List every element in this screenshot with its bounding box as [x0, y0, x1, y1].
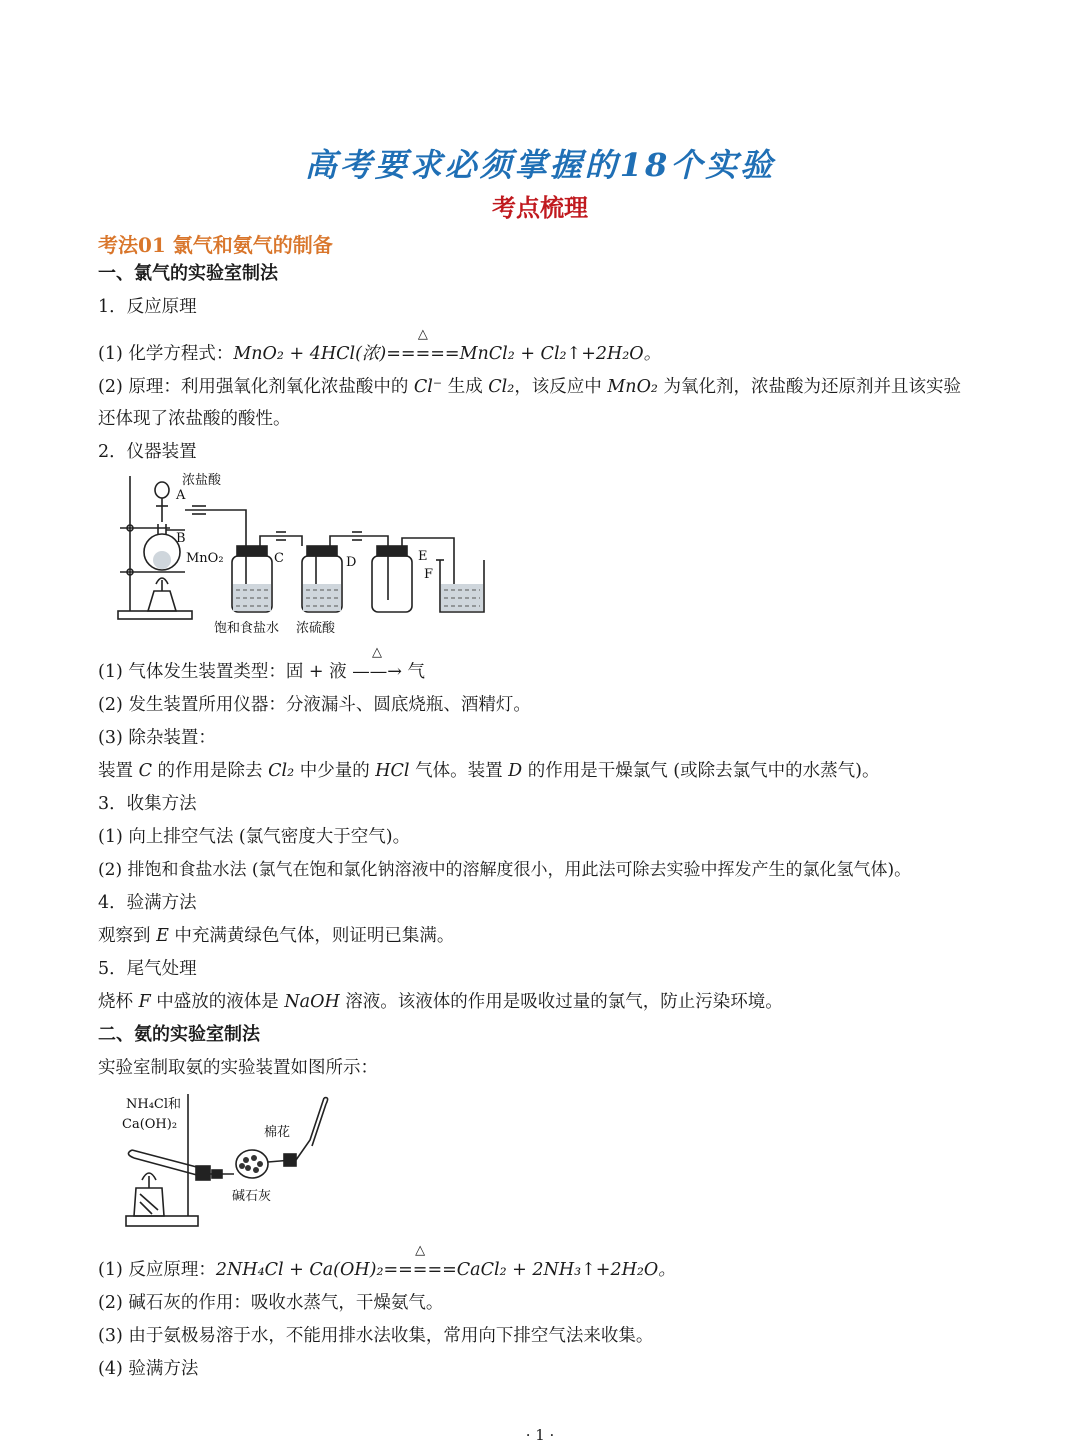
item-verify-full: 4．验满方法: [98, 893, 197, 913]
collection-method: (3) 由于氨极易溶于水，不能用排水法收集，常用向下排空气法来收集。: [98, 1326, 654, 1346]
formula: D: [508, 761, 523, 781]
document-subtitle: 考点梳理: [492, 193, 588, 222]
label-c: C: [274, 551, 284, 566]
formula: Cl₂: [268, 761, 295, 781]
formula: HCl: [375, 761, 410, 781]
arrow-text: =====: [386, 344, 460, 364]
purification-heading: (3) 除杂装置：: [98, 728, 216, 748]
formula: MnO₂: [607, 377, 658, 397]
label-nh4cl: NH₄Cl和: [126, 1097, 182, 1112]
text-run: 的作用是干燥氯气 (或除去氯气中的水蒸气)。: [522, 761, 880, 781]
formula: Cl⁻: [413, 377, 443, 397]
caption-conc-sulfuric: 浓硫酸: [296, 621, 336, 636]
heat-condition: △: [417, 327, 428, 342]
caption-saturated-brine: 饱和食盐水: [214, 621, 280, 636]
principle-text: [98, 375, 961, 399]
formula: E: [156, 926, 169, 946]
item-tail-gas: 5．尾气处理: [98, 959, 197, 979]
text-run: 中充满黄绿色气体，则证明已集满。: [168, 926, 455, 946]
label-b: B: [176, 531, 186, 546]
generator-instruments: (2) 发生装置所用仪器：分液漏斗、圆底烧瓶、酒精灯。: [98, 695, 531, 715]
chlorine-equation: [98, 327, 662, 366]
text-run: 为氧化剂，浓盐酸为还原剂并且该实验: [657, 377, 961, 397]
label-cotton: 棉花: [264, 1125, 291, 1140]
heat-arrow: [352, 645, 402, 684]
tail-gas-text: [98, 990, 783, 1014]
text-run: 装置: [98, 761, 139, 781]
text-run: 烧杯: [98, 992, 139, 1012]
text-run: 中盛放的液体是: [150, 992, 285, 1012]
text-run: (1) 气体发生装置类型：固 + 液: [98, 662, 353, 682]
item-reaction-principle: 1．反应原理: [98, 297, 197, 317]
section-heading: 考法01 氯气和氨气的制备: [98, 233, 333, 257]
ammonia-equation: [98, 1243, 676, 1282]
label-mno2: MnO₂: [186, 551, 224, 566]
arrow-text: =====: [383, 1260, 457, 1280]
text-run: 气: [401, 662, 425, 682]
soda-lime-role: (2) 碱石灰的作用：吸收水蒸气，干燥氨气。: [98, 1293, 444, 1313]
ammonia-intro: 实验室制取氨的实验装置如图所示：: [98, 1058, 378, 1078]
page-number: · 1 ·: [525, 1426, 555, 1444]
label-caoh2: Ca(OH)₂: [122, 1117, 178, 1132]
collection-1: (1) 向上排空气法 (氯气密度大于空气)。: [98, 827, 411, 847]
formula: Cl₂: [488, 377, 515, 397]
arrow-text: ——→: [352, 662, 402, 682]
text-run: 溶液。该液体的作用是吸收过量的氯气，防止污染环境。: [339, 992, 783, 1012]
document-title: 高考要求必须掌握的18个实验: [304, 146, 776, 184]
text-run: (2) 原理：利用强氧化剂氧化浓盐酸中的: [98, 377, 414, 397]
text-run: 气体。装置: [409, 761, 509, 781]
label-concentrated-hcl: 浓盐酸: [182, 473, 222, 488]
label-f: F: [424, 567, 434, 582]
equation-right: MnCl₂ + Cl₂↑+2H₂O。: [459, 344, 662, 364]
heat-condition: △: [372, 645, 383, 660]
text-run: 的作用是除去: [151, 761, 269, 781]
verify-method: (4) 验满方法: [98, 1359, 199, 1379]
label-e: E: [418, 549, 428, 564]
chlorine-apparatus-figure: [110, 466, 500, 644]
text-run: ，该反应中: [514, 377, 608, 397]
equation-arrow: [386, 327, 460, 366]
equation-right: CaCl₂ + 2NH₃↑+2H₂O。: [456, 1260, 676, 1280]
formula: F: [138, 992, 151, 1012]
item-apparatus: 2．仪器装置: [98, 442, 197, 462]
equation-prefix: (1) 反应原理：: [98, 1260, 216, 1280]
equation-left: 2NH₄Cl + Ca(OH)₂: [215, 1260, 384, 1280]
formula: NaOH: [284, 992, 340, 1012]
equation-prefix: (1) 化学方程式：: [98, 344, 234, 364]
item-collection: 3．收集方法: [98, 794, 197, 814]
principle-text-cont: 还体现了浓盐酸的酸性。: [98, 409, 291, 429]
label-d: D: [346, 555, 357, 570]
heat-condition: △: [415, 1243, 426, 1258]
ammonia-apparatus-figure: [112, 1090, 342, 1230]
verify-text: [98, 924, 454, 948]
purification-text: [98, 759, 879, 783]
equation-left: MnO₂ + 4HCl(浓): [233, 344, 387, 364]
generator-type: [98, 645, 425, 684]
ammonia-heading: 二、氨的实验室制法: [98, 1024, 260, 1045]
label-a: A: [176, 488, 186, 503]
formula: C: [138, 761, 152, 781]
equation-arrow: [383, 1243, 457, 1282]
text-run: 中少量的: [294, 761, 376, 781]
chlorine-heading: 一、氯气的实验室制法: [98, 263, 278, 284]
text-run: 观察到: [98, 926, 157, 946]
collection-2: (2) 排饱和食盐水法 (氯气在饱和氯化钠溶液中的溶解度很小，用此法可除去实验中挥发产生的氯化氢气体)。: [98, 860, 912, 880]
label-soda-lime: 碱石灰: [232, 1189, 272, 1204]
text-run: 生成: [442, 377, 489, 397]
